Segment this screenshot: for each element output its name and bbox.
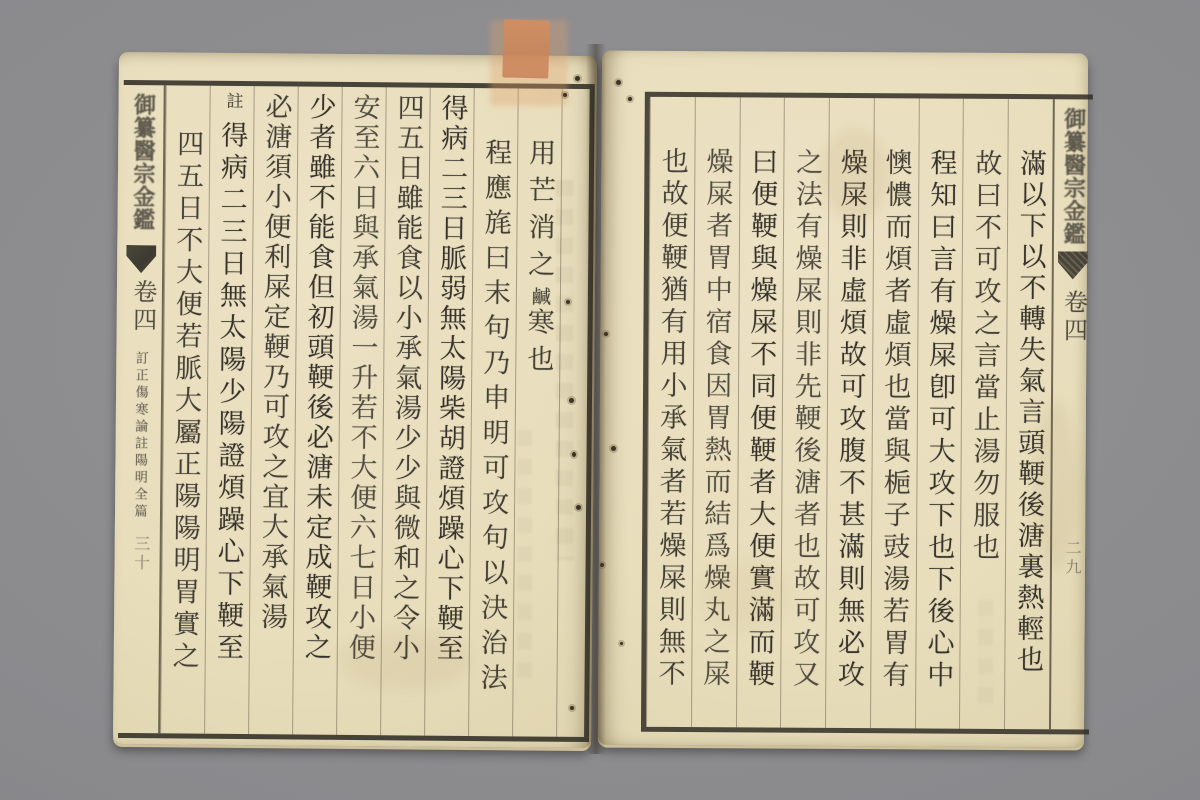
- text-column: [780, 98, 829, 728]
- text-column: [204, 86, 254, 734]
- volume-label: 卷四: [1059, 289, 1086, 346]
- left-banxin-spine: [118, 85, 166, 733]
- text-column: [468, 88, 518, 736]
- age-stain: [700, 560, 790, 630]
- column-text: 少者雖不能食但初頭鞕後必溏未定成鞕攻之: [300, 92, 336, 663]
- column-text: 故曰不可攻之言當止湯勿服也: [968, 148, 1002, 565]
- column-text: 曰便鞕與燥屎不同便鞕者大便實滿而鞕: [744, 147, 778, 692]
- text-column: [160, 85, 210, 733]
- wormhole: [572, 452, 576, 457]
- text-column: [915, 98, 964, 728]
- wormhole: [566, 300, 570, 304]
- column-text: 也故便鞕猶有用小承氣者若燥屎則無不: [654, 146, 688, 692]
- column-text: 之法有燥屎則非先鞕後溏者也故可攻又: [788, 147, 823, 692]
- folio-number: 三十: [131, 535, 149, 574]
- age-stain: [1035, 400, 1077, 570]
- age-stain: [340, 630, 470, 690]
- repair-tape-stain: [502, 19, 550, 78]
- section-label: 訂正傷寒論註陽明全篇: [132, 351, 149, 522]
- column-text: 得病二三日脈弱無太陽柴胡證煩躁心下鞕至: [432, 93, 468, 664]
- annotation-marker: 註: [223, 91, 243, 110]
- text-column: [691, 97, 740, 727]
- wormhole: [604, 332, 608, 336]
- page-gutter-shadow: [586, 44, 606, 754]
- bleed-through-ghost-text: [978, 600, 993, 710]
- bleed-through-ghost-text: [556, 180, 573, 560]
- column-text: 安至六日與承氣湯一升若不大便六七日小便: [344, 92, 380, 664]
- text-column: [292, 86, 342, 734]
- bleed-through-ghost-text: [517, 430, 532, 690]
- small-character: 鹹: [528, 286, 550, 308]
- column-text: 必溏須小便利屎定鞕乃可攻之宜大承氣湯: [256, 92, 292, 633]
- text-column: [646, 97, 695, 727]
- column-text: 程應旄曰末句乃申明可攻句以決治法: [476, 138, 512, 699]
- column-text: [213, 86, 246, 734]
- book-title: 御纂醫宗金鑑: [1060, 107, 1087, 246]
- book-title: 御纂醫宗金鑑: [130, 93, 157, 232]
- column-text: 懊憹而煩者虛煩也當與梔子豉湯若胃有: [878, 148, 912, 693]
- column-text: 程知曰言有燥屎卽可大攻下也下後心中: [923, 148, 957, 693]
- wormhole: [611, 446, 616, 451]
- column-text-part: 得病二三日無太陽少陽證煩躁心下鞕至: [212, 120, 248, 666]
- wormhole: [570, 706, 574, 710]
- wormhole: [600, 563, 604, 567]
- column-text: 四五日雖能食以小承氣湯少少與微和之令小: [388, 93, 424, 664]
- text-column: [736, 97, 785, 727]
- text-column: [248, 86, 298, 734]
- age-stain: [820, 128, 890, 220]
- column-text: 燥屎者胃中宿食因胃熱而結爲燥丸之屎: [699, 147, 733, 692]
- wormhole: [563, 93, 567, 97]
- wormhole: [569, 398, 574, 403]
- wormhole: [620, 642, 623, 645]
- wormhole: [575, 76, 580, 81]
- wormhole: [616, 80, 621, 85]
- column-text: 燥屎則非虛煩故可攻腹不甚滿則無必攻: [833, 147, 868, 693]
- volume-label: 卷四: [128, 279, 156, 336]
- column-text: 滿以下以不轉失氣言頭鞕後溏裏熱輕也: [1012, 149, 1047, 677]
- column-text-part: 寒也: [523, 307, 554, 382]
- wormhole: [628, 97, 632, 101]
- column-text: 四五日不大便若脈大屬正陽陽明胃實之: [168, 129, 204, 674]
- wormhole: [576, 505, 581, 510]
- folio-number: 二九: [1062, 539, 1081, 578]
- column-text-part: 用芒消之: [523, 138, 556, 287]
- fishtail-mark-icon: [126, 245, 156, 273]
- fishtail-mark-icon: [1058, 251, 1088, 279]
